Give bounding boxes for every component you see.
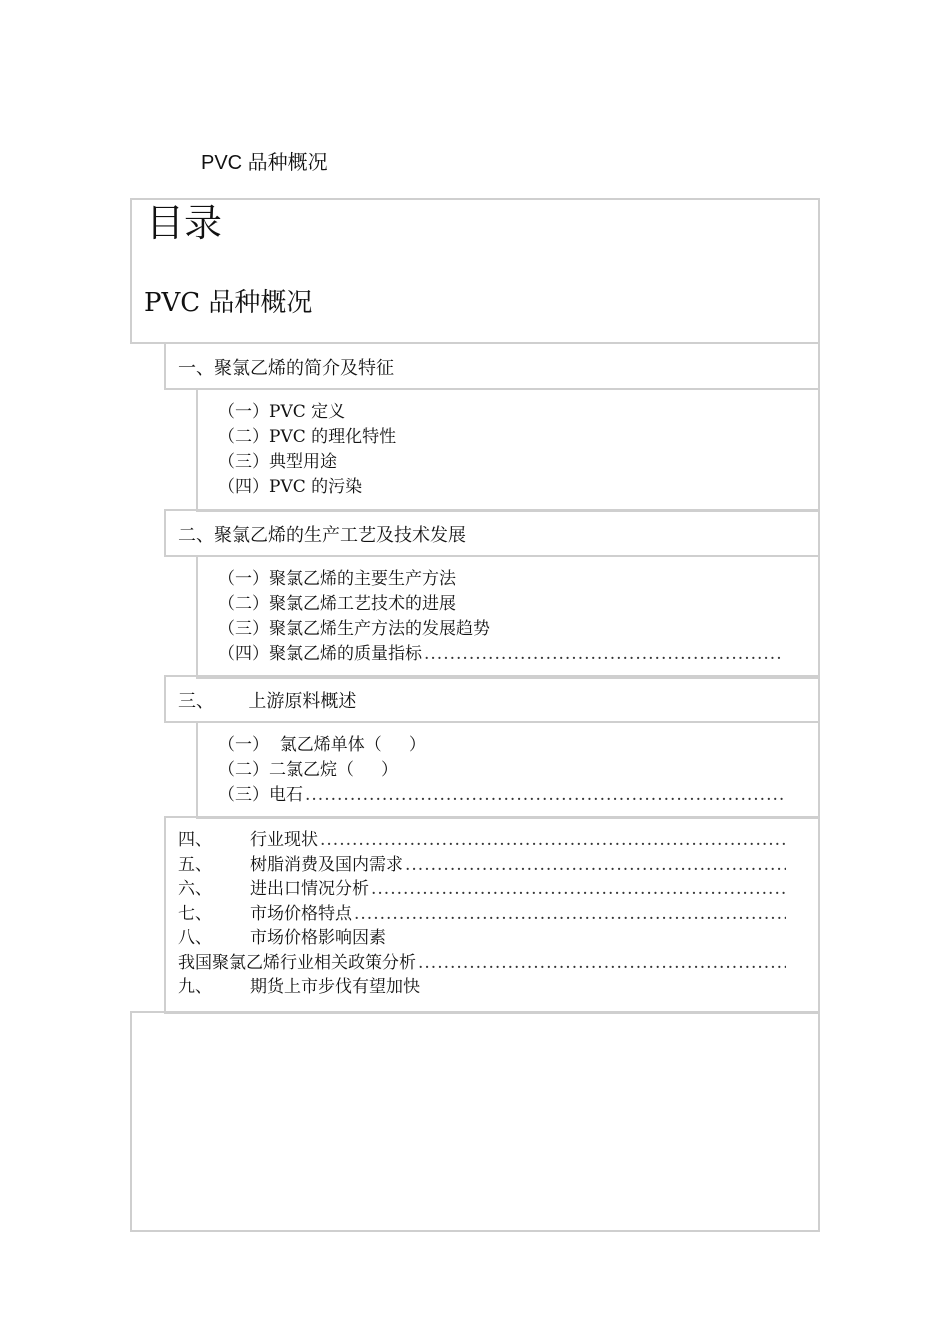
- item-number: 六、: [178, 879, 212, 899]
- dot-leader: [305, 783, 784, 808]
- toc-heading: 目录: [146, 201, 223, 245]
- main-items-box: [164, 816, 820, 1014]
- section-title-box: [164, 342, 820, 390]
- item-number: 八、: [178, 928, 212, 948]
- section-title[interactable]: 一、聚氯乙烯的简介及特征: [178, 358, 394, 379]
- subsection-box: [196, 721, 820, 819]
- toc-item[interactable]: （一）PVC 定义: [218, 402, 346, 422]
- toc-item[interactable]: （二）PVC 的理化特性: [218, 427, 397, 447]
- item-number: 四、: [178, 830, 212, 850]
- toc-item[interactable]: [178, 926, 786, 951]
- subsection-list: [218, 400, 396, 500]
- toc-subtitle: PVC 品种概况: [144, 288, 313, 318]
- toc-item[interactable]: （二）聚氯乙烯工艺技术的进展: [218, 594, 456, 614]
- section-title[interactable]: 二、聚氯乙烯的生产工艺及技术发展: [178, 525, 466, 546]
- subsection-box: [196, 388, 820, 512]
- toc-item-with-leader[interactable]: [178, 828, 786, 853]
- empty-footer-box: [130, 1011, 820, 1232]
- toc-item-label: 期货上市步伐有望加快: [250, 977, 420, 997]
- dot-leader: [405, 853, 786, 878]
- section-title[interactable]: 三、 上游原料概述: [178, 691, 357, 712]
- dot-leader: [320, 828, 786, 853]
- toc-item-label: 进出口情况分析: [250, 879, 369, 899]
- toc-item-label: （三）电石: [218, 785, 303, 805]
- toc-item-label: （四）聚氯乙烯的质量指标: [218, 644, 422, 664]
- toc-item-with-leader[interactable]: [218, 783, 784, 808]
- toc-item-label: 树脂消费及国内需求: [250, 854, 403, 875]
- toc-item[interactable]: （一）聚氯乙烯的主要生产方法: [218, 569, 456, 589]
- toc-item-label: 市场价格影响因素: [250, 928, 386, 948]
- toc-item-with-leader[interactable]: [178, 877, 786, 902]
- toc-item[interactable]: （二）二氯乙烷（ ）: [218, 760, 399, 780]
- toc-item-label: 行业现状: [250, 830, 318, 850]
- toc-item-label: 市场价格特点: [250, 903, 352, 924]
- toc-item-with-leader[interactable]: [218, 642, 784, 667]
- main-items-list: [178, 828, 786, 1000]
- dot-leader: [354, 902, 786, 927]
- dot-leader: [418, 951, 786, 976]
- document-title: PVC 品种概况: [201, 152, 328, 174]
- subsection-box: [196, 555, 820, 679]
- toc-item-with-leader[interactable]: [178, 853, 786, 878]
- dot-leader: [424, 642, 784, 667]
- toc-item-with-leader[interactable]: [178, 951, 786, 976]
- dot-leader: [371, 877, 786, 902]
- subsection-list: [218, 733, 784, 808]
- toc-item[interactable]: （三）聚氯乙烯生产方法的发展趋势: [218, 619, 490, 639]
- item-number: 九、: [178, 977, 212, 997]
- section-title-box: [164, 509, 820, 557]
- toc-item[interactable]: （三）典型用途: [218, 452, 337, 472]
- toc-item[interactable]: [178, 975, 786, 1000]
- toc-item[interactable]: （一） 氯乙烯单体（ ）: [218, 735, 426, 755]
- item-number: 五、: [178, 854, 212, 875]
- toc-item[interactable]: （四）PVC 的污染: [218, 477, 363, 497]
- item-number: 七、: [178, 903, 212, 924]
- toc-header-box: [130, 198, 820, 344]
- section-title-box: [164, 675, 820, 723]
- subsection-list: [218, 567, 784, 667]
- toc-item-with-leader[interactable]: [178, 902, 786, 927]
- toc-item-label: 我国聚氯乙烯行业相关政策分析: [178, 952, 416, 973]
